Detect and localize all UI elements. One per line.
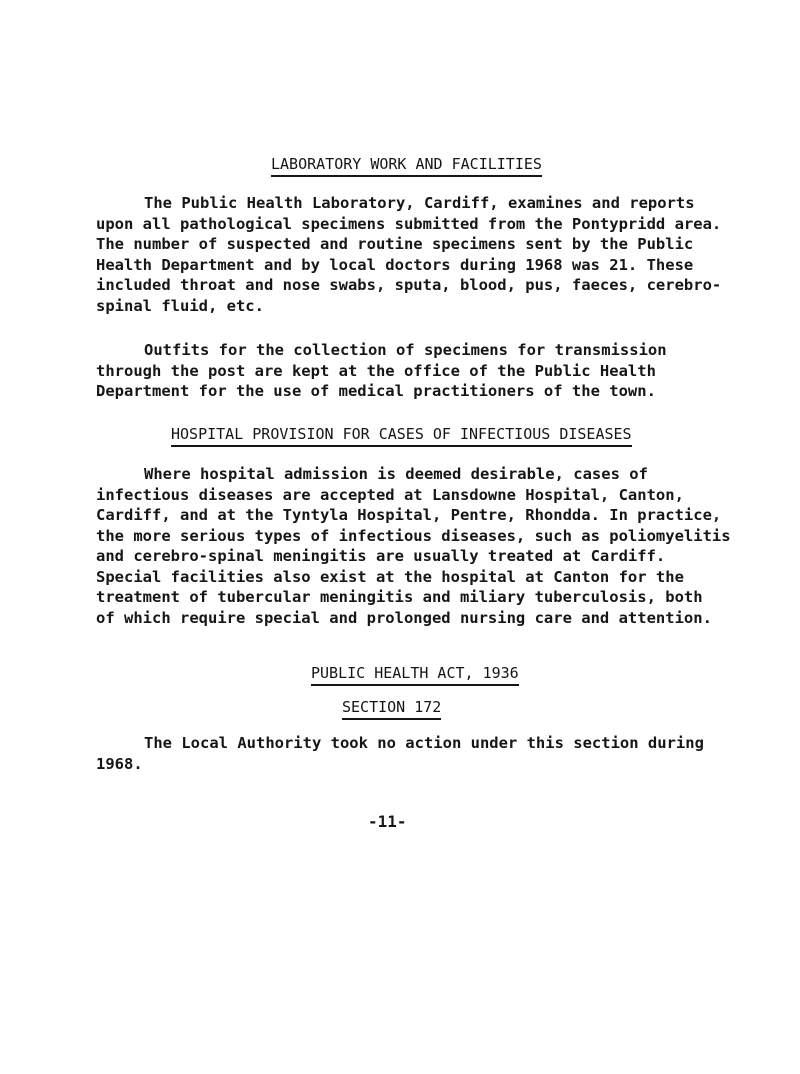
paragraph-public-health-act [96, 733, 716, 774]
text-line: treatment of tubercular meningitis and miliary tuberculosis, both [96, 588, 703, 606]
text-line: Outfits for the collection of specimens for transmission [144, 341, 667, 359]
text-line: Where hospital admission is deemed desirable, cases of [144, 465, 648, 483]
text-line: Health Department and by local doctors during 1968 was 21. These [96, 255, 694, 274]
subheading-section-172 [342, 698, 441, 720]
text-line: Cardiff, and at the Tyntyla Hospital, Pentre, Rhondda. In practice, [96, 506, 722, 524]
heading-laboratory-work-text: LABORATORY WORK AND FACILITIES [271, 155, 542, 177]
text-line: The Public Health Laboratory, Cardiff, examines and reports [144, 194, 695, 212]
heading-hospital-provision [171, 425, 632, 447]
text-line: infectious diseases are accepted at Lansdowne Hospital, Canton, [96, 485, 684, 504]
heading-hospital-provision-text: HOSPITAL PROVISION FOR CASES OF INFECTIOUS DISEASES [171, 425, 632, 447]
text-line: Department for the use of medical practitioners of the town. [96, 382, 656, 400]
text-line: included throat and nose swabs, sputa, blood, pus, faeces, cerebro- [96, 276, 722, 294]
text-line: The number of suspected and routine specimens sent by the Public [96, 235, 694, 253]
page-number: -11- [368, 812, 407, 831]
paragraph-hospital-provision [96, 464, 731, 628]
text-line: upon all pathological specimens submitted from the Pontypridd area. [96, 214, 722, 233]
text-line: and cerebro-spinal meningitis are usually treated at Cardiff. [96, 547, 666, 565]
heading-public-health-act-text: PUBLIC HEALTH ACT, 1936 [311, 664, 519, 686]
text-line: of which require special and prolonged nursing care and attention. [96, 608, 712, 627]
text-line: the more serious types of infectious diseases, such as poliomyelitis [96, 526, 731, 545]
paragraph-laboratory-reports [96, 193, 722, 316]
subheading-section-172-text: SECTION 172 [342, 698, 441, 720]
text-line: The Local Authority took no action under this section during [144, 734, 704, 752]
text-line: through the post are kept at the office of the Public Health [96, 361, 656, 380]
text-line: spinal fluid, etc. [96, 296, 264, 315]
paragraph-specimen-outfits [96, 340, 716, 402]
text-line: 1968. [96, 754, 143, 773]
heading-laboratory-work [271, 155, 542, 177]
heading-public-health-act [311, 664, 519, 686]
text-line: Special facilities also exist at the hospital at Canton for the [96, 567, 684, 586]
